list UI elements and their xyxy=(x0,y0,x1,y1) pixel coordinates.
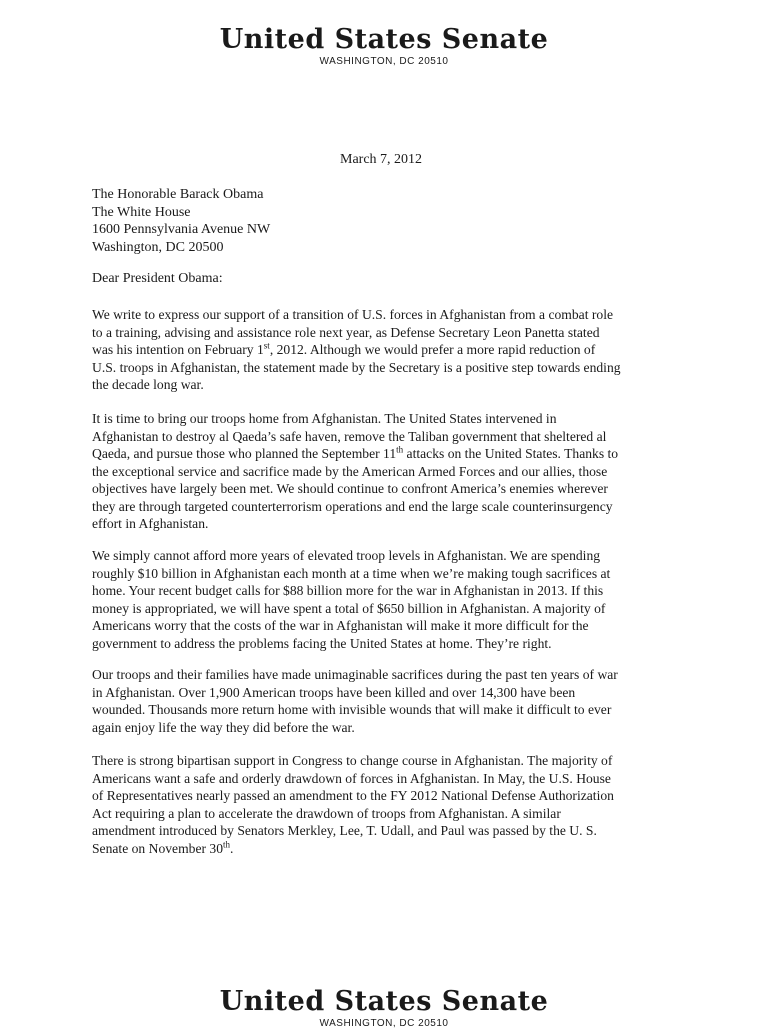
letterhead-address: WASHINGTON, DC 20510 xyxy=(319,56,449,67)
paragraph-3 xyxy=(92,547,686,652)
text-line: It is time to bring our troops home from Afghanistan. The United States intervened in xyxy=(92,411,557,426)
text-line xyxy=(92,341,686,359)
text-line: Americans worry that the costs of the war in Afghanistan will make it more difficult for the xyxy=(92,618,589,633)
letterhead-title: United States Senate xyxy=(219,24,549,55)
text-line: We write to express our support of a transition of U.S. forces in Afghanistan from a combat role xyxy=(92,307,614,322)
recipient-street: 1600 Pennsylvania Avenue NW xyxy=(92,222,271,237)
text-line: We simply cannot afford more years of elevated troop levels in Afghanistan. We are spending xyxy=(92,548,601,563)
letterhead-title: United States Senate xyxy=(219,986,549,1017)
text-segment: was his intention on February 1 xyxy=(92,342,264,357)
text-line: amendment introduced by Senators Merkley, Lee, T. Udall, and Paul was passed by the U. S. xyxy=(92,823,597,838)
text-segment: Senate on November 30 xyxy=(92,840,223,856)
text-line: they are through targeted counterterrorism operations and end the large scale counterinsurgency xyxy=(92,498,613,514)
superscript: th xyxy=(223,838,231,849)
letterhead xyxy=(0,24,768,68)
text-line: Our troops and their families have made unimaginable sacrifices during the past ten years of war xyxy=(92,667,618,682)
text-line: roughly $10 billion in Afghanistan each month at a time when we’re making tough sacrifices at xyxy=(92,565,611,581)
superscript: st xyxy=(263,340,270,351)
text-line: in Afghanistan. Over 1,900 American troops have been killed and over 14,300 have been xyxy=(92,684,576,700)
text-line: of Representatives nearly passed an amendment to the FY 2012 National Defense Authorization xyxy=(92,788,614,803)
text-line: wounded. Thousands more return home with invisible wounds that will make it difficult to ever xyxy=(92,702,612,717)
letterhead-address: WASHINGTON, DC 20510 xyxy=(319,1018,449,1029)
text-line xyxy=(92,840,686,858)
text-line: the decade long war. xyxy=(92,377,204,392)
text-line: objectives have largely been met. We should continue to confront America’s enemies wherever xyxy=(92,481,608,496)
text-line: Afghanistan to destroy al Qaeda’s safe haven, remove the Taliban government that sheltered al xyxy=(92,428,607,444)
paragraph-5 xyxy=(92,752,686,857)
paragraph-2 xyxy=(92,410,686,533)
text-line: There is strong bipartisan support in Congress to change course in Afghanistan. The majority of xyxy=(92,753,613,768)
recipient-name: The Honorable Barack Obama xyxy=(92,187,264,202)
recipient-address xyxy=(92,186,270,256)
text-segment: . xyxy=(230,840,234,856)
text-line: U.S. troops in Afghanistan, the statement made by the Secretary is a positive step towards ending xyxy=(92,359,621,375)
recipient-city: Washington, DC 20500 xyxy=(92,239,224,255)
text-line: to a training, advising and assistance role next year, as Defense Secretary Leon Panetta stated xyxy=(92,324,600,340)
text-line: government to address the problems facing the United States at home. They’re right. xyxy=(92,635,552,651)
recipient-org: The White House xyxy=(92,204,191,220)
text-line: the exceptional service and sacrifice made by the American Armed Forces and our allies, those xyxy=(92,463,608,479)
text-segment: attacks on the United States. Thanks to xyxy=(403,446,619,461)
paragraph-1 xyxy=(92,306,686,394)
paragraph-4 xyxy=(92,666,686,736)
superscript: th xyxy=(396,444,404,455)
text-segment: , 2012. Although we would prefer a more rapid reduction of xyxy=(269,342,596,357)
text-line: home. Your recent budget calls for $88 billion more for the war in Afghanistan in 2013. If this xyxy=(92,583,604,598)
text-line xyxy=(92,445,686,463)
letter-date: March 7, 2012 xyxy=(340,152,423,167)
text-line: again enjoy life the way they did before the war. xyxy=(92,719,355,735)
salutation: Dear President Obama: xyxy=(92,271,223,286)
text-line: Act requiring a plan to accelerate the drawdown of troops from Afghanistan. A similar xyxy=(92,805,561,821)
text-segment: Qaeda, and pursue those who planned the September 11 xyxy=(92,446,397,461)
letterhead-page-2 xyxy=(0,986,768,1030)
text-line: Americans want a safe and orderly drawdown of forces in Afghanistan. In May, the U.S. House xyxy=(92,770,611,786)
text-line: money is appropriated, we will have spent a total of $650 billion in Afghanistan. A majority of xyxy=(92,600,606,616)
text-line: effort in Afghanistan. xyxy=(92,516,209,531)
